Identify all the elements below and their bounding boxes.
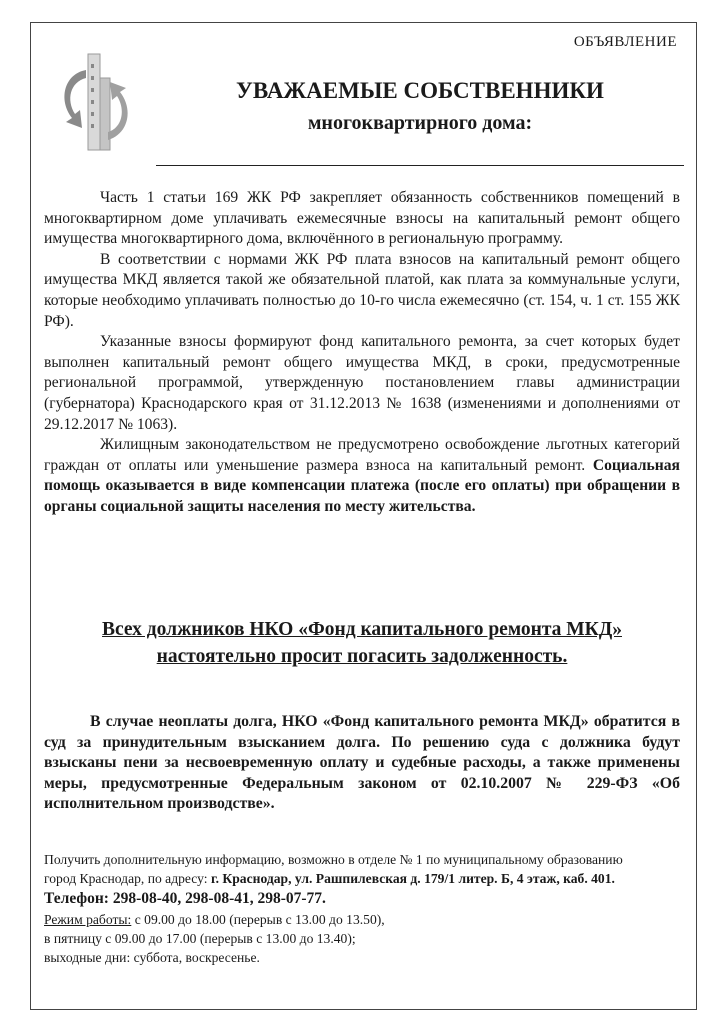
contact-line-2: [44, 869, 684, 888]
working-hours-friday: в пятницу с 09.00 до 17.00 (перерыв с 13.00 до 13.40);: [44, 931, 356, 946]
working-hours: [44, 910, 684, 929]
paragraph-2: В соответствии с нормами ЖК РФ плата взносов на капитальный ремонт общего имущества МКД является такой же обязательной платой, как плата за коммунальные услуги, которые необходимо уплачивать полностью до 10-го числа ежемесячно (ст. 154, ч. 1 ст. 155 ЖК РФ).: [44, 250, 680, 330]
contact-address-prefix: город Краснодар, по адресу:: [44, 871, 211, 886]
page-subtitle: многоквартирного дома:: [307, 112, 533, 134]
days-off: выходные дни: суббота, воскресенье.: [44, 950, 260, 965]
paragraph-4: [44, 435, 680, 517]
paragraph-4-text: Жилищным законодательством не предусмотрено освобождение льготных категорий граждан от оплаты или уменьшение размера взноса на капитальный ремонт.: [44, 436, 680, 474]
page-title: УВАЖАЕМЫЕ СОБСТВЕННИКИ: [236, 78, 604, 103]
paragraph-4-bold: Социальная помощь оказывается в виде компенсации платежа (после его оплаты) при обращении в органы социальной защиты населения по месту жительства.: [44, 456, 680, 515]
contact-line-1: Получить дополнительную информацию, возможно в отделе № 1 по муниципальному образованию: [44, 852, 623, 867]
announcement-label: ОБЪЯВЛЕНИЕ: [573, 34, 677, 50]
contact-phone: Телефон: 298-08-40, 298-08-41, 298-07-77.: [44, 890, 326, 907]
contact-address: г. Краснодар, ул. Рашпилевская д. 179/1 литер. Б, 4 этаж, каб. 401.: [210, 871, 615, 886]
paragraph-3: Указанные взносы формируют фонд капитального ремонта, за счет которых будет выполнен капитальный ремонт общего имущества МКД, в сроки, предусмотренные региональной программой, утвержденную постановлением главы администрации (губернатора) Краснодарского края от 31.12.2013 № 1638 (изменениями и дополнениями от 29.12.2017 № 1063).: [44, 333, 680, 433]
contact-info: [44, 850, 684, 967]
warning-block: [44, 712, 680, 815]
working-hours-weekdays: с 09.00 до 18.00 (перерыв с 13.00 до 13.50),: [131, 912, 385, 927]
debt-notice-line-2: настоятельно просит погасить задолженность.: [156, 646, 568, 667]
paragraph-1: Часть 1 статьи 169 ЖК РФ закрепляет обязанность собственников помещений в многоквартирном доме уплачивать ежемесячные взносы на капитальный ремонт общего имущества многоквартирного дома, включённого в региональную программу.: [44, 189, 680, 248]
debt-notice: [44, 616, 680, 670]
debt-notice-line-1: Всех должников НКО «Фонд капитального ремонта МКД»: [102, 619, 622, 640]
body-text: [44, 188, 680, 518]
working-hours-label: Режим работы:: [44, 912, 132, 927]
title-divider: [156, 165, 684, 166]
warning-text: В случае неоплаты долга, НКО «Фонд капитального ремонта МКД» обратится в суд за принудительным взысканием долга. По решению суда с должника будут взысканы пени за несвоевременную оплату и судебные расходы, а также применены меры, предусмотренные Федеральным законом от 02.10.2007 № 229-ФЗ «Об исполнительном производстве».: [44, 713, 680, 812]
house-arrows-logo-icon: [48, 48, 138, 160]
